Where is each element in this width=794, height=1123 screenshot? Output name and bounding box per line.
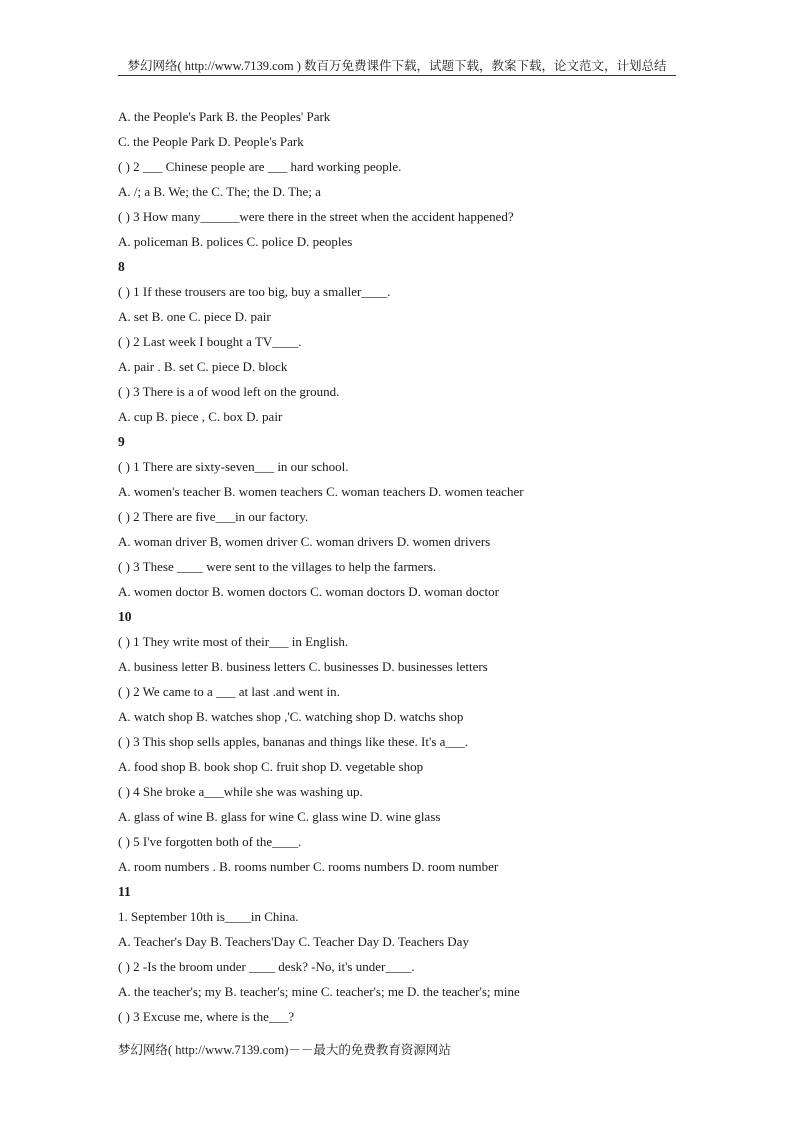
question-line: ( ) 3 Excuse me, where is the___?	[118, 1009, 295, 1024]
question-line: A. room numbers . B. rooms number C. rooms numbers D. room number	[118, 859, 499, 874]
document-body	[118, 104, 718, 1029]
question-line: A. women's teacher B. women teachers C. woman teachers D. women teacher	[118, 484, 524, 499]
question-line: ( ) 4 She broke a___while she was washing up.	[118, 784, 363, 799]
question-line: ( ) 3 These ____ were sent to the villages to help the farmers.	[118, 559, 437, 574]
question-line: ( ) 3 How many______were there in the street when the accident happened?	[118, 209, 514, 224]
page-header: 梦幻网络( http://www.7139.com ) 数百万免费课件下载，试题下载，教案下载，论文范文，计划总结	[118, 56, 676, 76]
question-line: ( ) 2 ___ Chinese people are ___ hard working people.	[118, 159, 402, 174]
question-line: A. food shop B. book shop C. fruit shop D. vegetable shop	[118, 759, 424, 774]
question-line: C. the People Park D. People's Park	[118, 134, 304, 149]
question-line: A. the People's Park B. the Peoples' Park	[118, 109, 331, 124]
question-line: A. pair . B. set C. piece D. block	[118, 359, 288, 374]
question-line: ( ) 2 -Is the broom under ____ desk? -No, it's under____.	[118, 959, 415, 974]
question-line: A. Teacher's Day B. Teachers'Day C. Teacher Day D. Teachers Day	[118, 934, 469, 949]
question-line: A. the teacher's; my B. teacher's; mine C. teacher's; me D. the teacher's; mine	[118, 984, 520, 999]
section-number: 8	[118, 259, 125, 274]
question-line: A. woman driver B, women driver C. woman drivers D. women drivers	[118, 534, 491, 549]
page-footer: 梦幻网络( http://www.7139.com)－－最大的免费教育资源网站	[118, 1043, 451, 1057]
question-line: ( ) 2 Last week I bought a TV____.	[118, 334, 302, 349]
question-line: ( ) 5 I've forgotten both of the____.	[118, 834, 302, 849]
question-line: 1. September 10th is____in China.	[118, 909, 299, 924]
question-line: A. glass of wine B. glass for wine C. glass wine D. wine glass	[118, 809, 441, 824]
section-number: 10	[118, 609, 132, 624]
question-line: A. cup B. piece , C. box D. pair	[118, 409, 283, 424]
question-line: ( ) 2 We came to a ___ at last .and went in.	[118, 684, 340, 699]
question-line: A. policeman B. polices C. police D. peoples	[118, 234, 353, 249]
question-line: ( ) 3 There is a of wood left on the ground.	[118, 384, 340, 399]
question-line: A. set B. one C. piece D. pair	[118, 309, 271, 324]
question-line: A. watch shop B. watches shop ,'C. watching shop D. watchs shop	[118, 709, 464, 724]
question-line: ( ) 1 They write most of their___ in English.	[118, 634, 349, 649]
question-line: ( ) 1 If these trousers are too big, buy a smaller____.	[118, 284, 391, 299]
question-line: A. women doctor B. women doctors C. woman doctors D. woman doctor	[118, 584, 499, 599]
question-line: ( ) 3 This shop sells apples, bananas and things like these. It's a___.	[118, 734, 469, 749]
question-line: A. business letter B. business letters C. businesses D. businesses letters	[118, 659, 488, 674]
question-line: ( ) 1 There are sixty-seven___ in our school.	[118, 459, 349, 474]
question-line: A. /; a B. We; the C. The; the D. The; a	[118, 184, 321, 199]
question-line: ( ) 2 There are five___in our factory.	[118, 509, 309, 524]
section-number: 9	[118, 434, 125, 449]
section-number: 11	[118, 884, 131, 899]
